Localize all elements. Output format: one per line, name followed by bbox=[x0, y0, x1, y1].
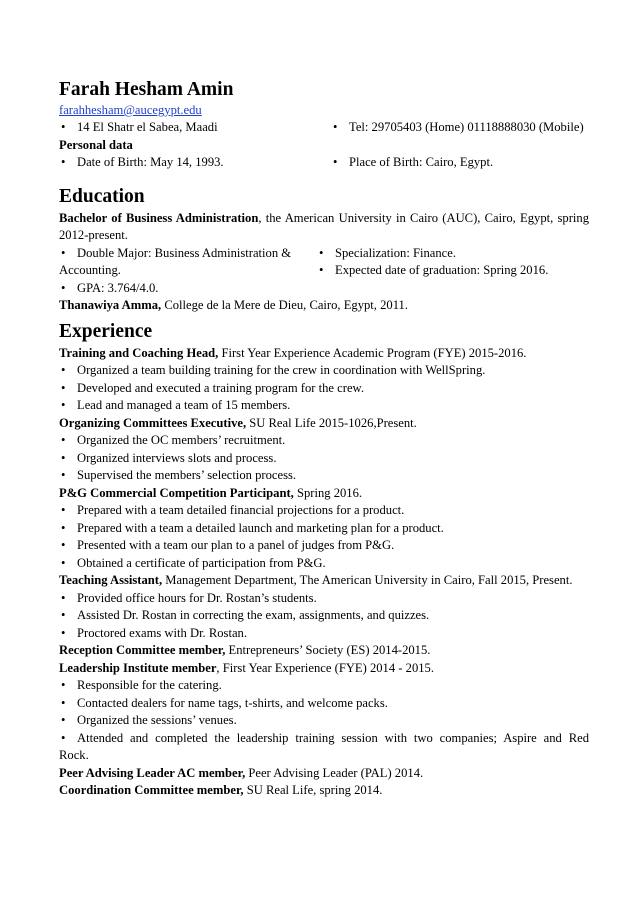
email-link[interactable]: farahhesham@aucegypt.edu bbox=[59, 103, 202, 117]
experience-bullet: • Proctored exams with Dr. Rostan. bbox=[59, 625, 589, 643]
experience-entry-title: Teaching Assistant, Management Department, The American University in Cairo, Fall 2015, Present. bbox=[59, 573, 573, 587]
experience-entry-title: Organizing Committees Executive, SU Real Life 2015-1026,Present. bbox=[59, 415, 417, 430]
candidate-name: Farah Hesham Amin bbox=[59, 79, 234, 100]
experience-entry-title: P&G Commercial Competition Participant, Spring 2016. bbox=[59, 485, 363, 500]
telephone: • Tel: 29705403 (Home) 01118888030 (Mobile) bbox=[331, 119, 589, 137]
experience-bullet: • Obtained a certificate of participation from P&G. bbox=[59, 555, 589, 573]
place-of-birth: • Place of Birth: Cairo, Egypt. bbox=[331, 154, 589, 172]
degree-line-2: 2012-present. bbox=[59, 228, 128, 242]
experience-bullet: • Developed and executed a training program for the crew. bbox=[59, 380, 589, 398]
experience-bullet: • Organized a team building training for the crew in coordination with WellSpring. bbox=[59, 362, 589, 380]
double-major-cont: Accounting. bbox=[59, 263, 121, 277]
experience-bullet: • Prepared with a team detailed financial projections for a product. bbox=[59, 502, 589, 520]
experience-entry-title: Training and Coaching Head, First Year Experience Academic Program (FYE) 2015-2016. bbox=[59, 345, 527, 360]
experience-bullet: • Assisted Dr. Rostan in correcting the exam, assignments, and quizzes. bbox=[59, 607, 589, 625]
specialization: • Specialization: Finance. bbox=[317, 245, 589, 263]
personal-row bbox=[59, 154, 589, 172]
attended-cont: Rock. bbox=[59, 748, 89, 762]
major-row bbox=[59, 245, 589, 280]
contact-row bbox=[59, 119, 589, 137]
experience-bullet: • Organized the sessions’ venues. bbox=[59, 712, 589, 730]
high-school: Thanawiya Amma, College de la Mere de Dieu, Cairo, Egypt, 2011. bbox=[59, 298, 408, 312]
date-of-birth: • Date of Birth: May 14, 1993. bbox=[59, 154, 331, 172]
coordination-entry: Coordination Committee member, SU Real Life, spring 2014. bbox=[59, 783, 383, 797]
experience-entries bbox=[59, 345, 589, 730]
experience-bullet: • Contacted dealers for name tags, t-shirts, and welcome packs. bbox=[59, 695, 589, 713]
experience-entry-title: Reception Committee member, Entrepreneurs’ Society (ES) 2014-2015. bbox=[59, 643, 431, 657]
experience-entry-title: Leadership Institute member, First Year Experience (FYE) 2014 - 2015. bbox=[59, 660, 434, 675]
gpa: • GPA: 3.764/4.0. bbox=[59, 280, 589, 298]
experience-bullet: • Organized the OC members’ recruitment. bbox=[59, 432, 589, 450]
experience-bullet: • Lead and managed a team of 15 members. bbox=[59, 397, 589, 415]
education-heading: Education bbox=[59, 185, 145, 207]
experience-bullet: • Presented with a team our plan to a panel of judges from P&G. bbox=[59, 537, 589, 555]
experience-bullet: • Responsible for the catering. bbox=[59, 677, 589, 695]
experience-bullet: • Provided office hours for Dr. Rostan’s students. bbox=[59, 590, 589, 608]
personal-data-heading: Personal data bbox=[59, 137, 133, 152]
degree-line-1: Bachelor of Business Administration, the American University in Cairo (AUC), Cairo, Egypt, spring bbox=[59, 210, 589, 225]
graduation-date: • Expected date of graduation: Spring 2016. bbox=[317, 262, 589, 280]
experience-heading: Experience bbox=[59, 320, 153, 342]
experience-bullet: • Organized interviews slots and process. bbox=[59, 450, 589, 468]
peer-advising-entry: Peer Advising Leader AC member, Peer Advising Leader (PAL) 2014. bbox=[59, 765, 424, 780]
attended-bullet: • Attended and completed the leadership training session with two companies; Aspire and Red bbox=[59, 730, 589, 748]
address: • 14 El Shatr el Sabea, Maadi bbox=[59, 119, 331, 137]
experience-bullet: • Prepared with a team a detailed launch and marketing plan for a product. bbox=[59, 520, 589, 538]
double-major: • Double Major: Business Administration & bbox=[59, 245, 317, 263]
resume-page bbox=[59, 78, 589, 800]
experience-bullet: • Supervised the members’ selection process. bbox=[59, 467, 589, 485]
